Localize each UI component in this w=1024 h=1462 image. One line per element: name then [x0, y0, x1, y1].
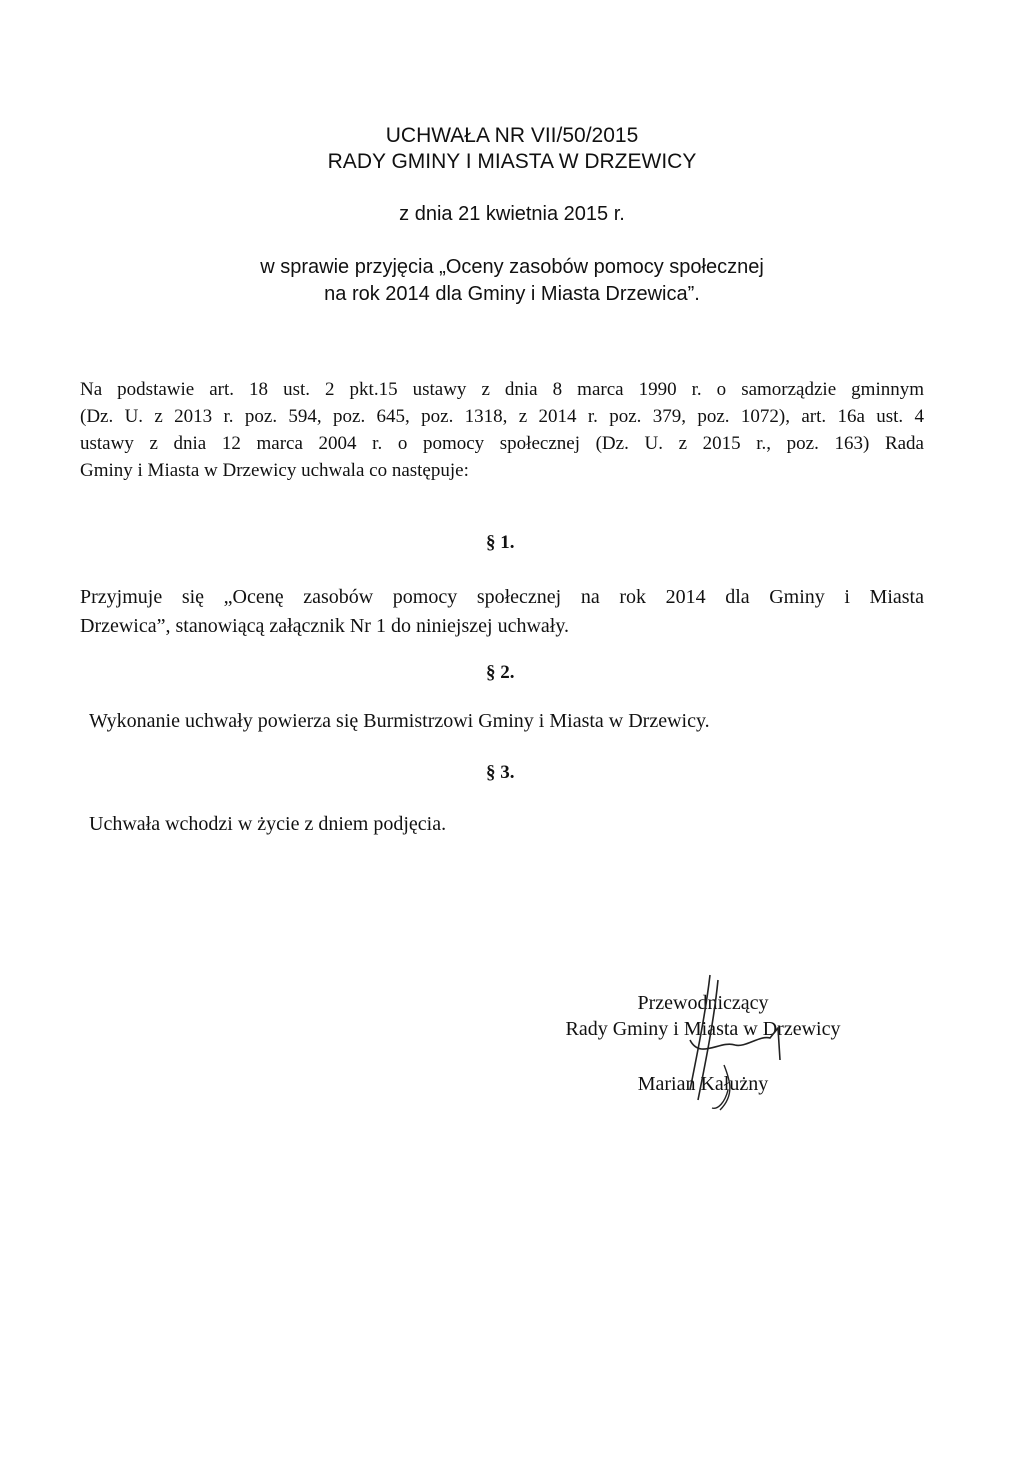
- section-2-mark: § 2.: [486, 662, 515, 683]
- signature-body: Rady Gminy i Miasta w Drzewicy: [565, 1018, 841, 1040]
- legal-basis-line-3: ustawy z dnia 12 marca 2004 r. o pomocy społecznej (Dz. U. z 2015 r., poz. 163) Rada: [80, 433, 924, 454]
- section-3-mark: § 3.: [486, 762, 515, 783]
- legal-basis-line-4: Gminy i Miasta w Drzewicy uchwala co następuje:: [80, 460, 469, 481]
- resolution-date: z dnia 21 kwietnia 2015 r.: [399, 203, 625, 225]
- section-2-text: Wykonanie uchwały powierza się Burmistrzowi Gminy i Miasta w Drzewicy.: [89, 710, 710, 732]
- legal-basis-line-2: (Dz. U. z 2013 r. poz. 594, poz. 645, poz. 1318, z 2014 r. poz. 379, poz. 1072), art. 16a ust. 4: [80, 406, 924, 427]
- signature-title: Przewodniczący: [637, 992, 769, 1014]
- section-1-line-1: Przyjmuje się „Ocenę zasobów pomocy społecznej na rok 2014 dla Gminy i Miasta: [80, 586, 924, 608]
- council-name: RADY GMINY I MIASTA W DRZEWICY: [327, 150, 697, 173]
- legal-basis-line-1: Na podstawie art. 18 ust. 2 pkt.15 ustawy z dnia 8 marca 1990 r. o samorządzie gminnym: [80, 379, 924, 400]
- legal-basis: [80, 376, 924, 484]
- signature-name: Marian Kałużny: [637, 1073, 769, 1095]
- section-1-line-2: Drzewica”, stanowiącą załącznik Nr 1 do niniejszej uchwały.: [80, 615, 570, 637]
- handwritten-signature-icon: [640, 970, 800, 1120]
- resolution-number: UCHWAŁA NR VII/50/2015: [385, 124, 639, 147]
- subject-line-2: na rok 2014 dla Gminy i Miasta Drzewica”.: [324, 283, 700, 305]
- subject-line-1: w sprawie przyjęcia „Oceny zasobów pomocy społecznej: [260, 256, 764, 278]
- section-3-text: Uchwała wchodzi w życie z dniem podjęcia.: [89, 813, 447, 835]
- section-1-mark: § 1.: [486, 532, 515, 553]
